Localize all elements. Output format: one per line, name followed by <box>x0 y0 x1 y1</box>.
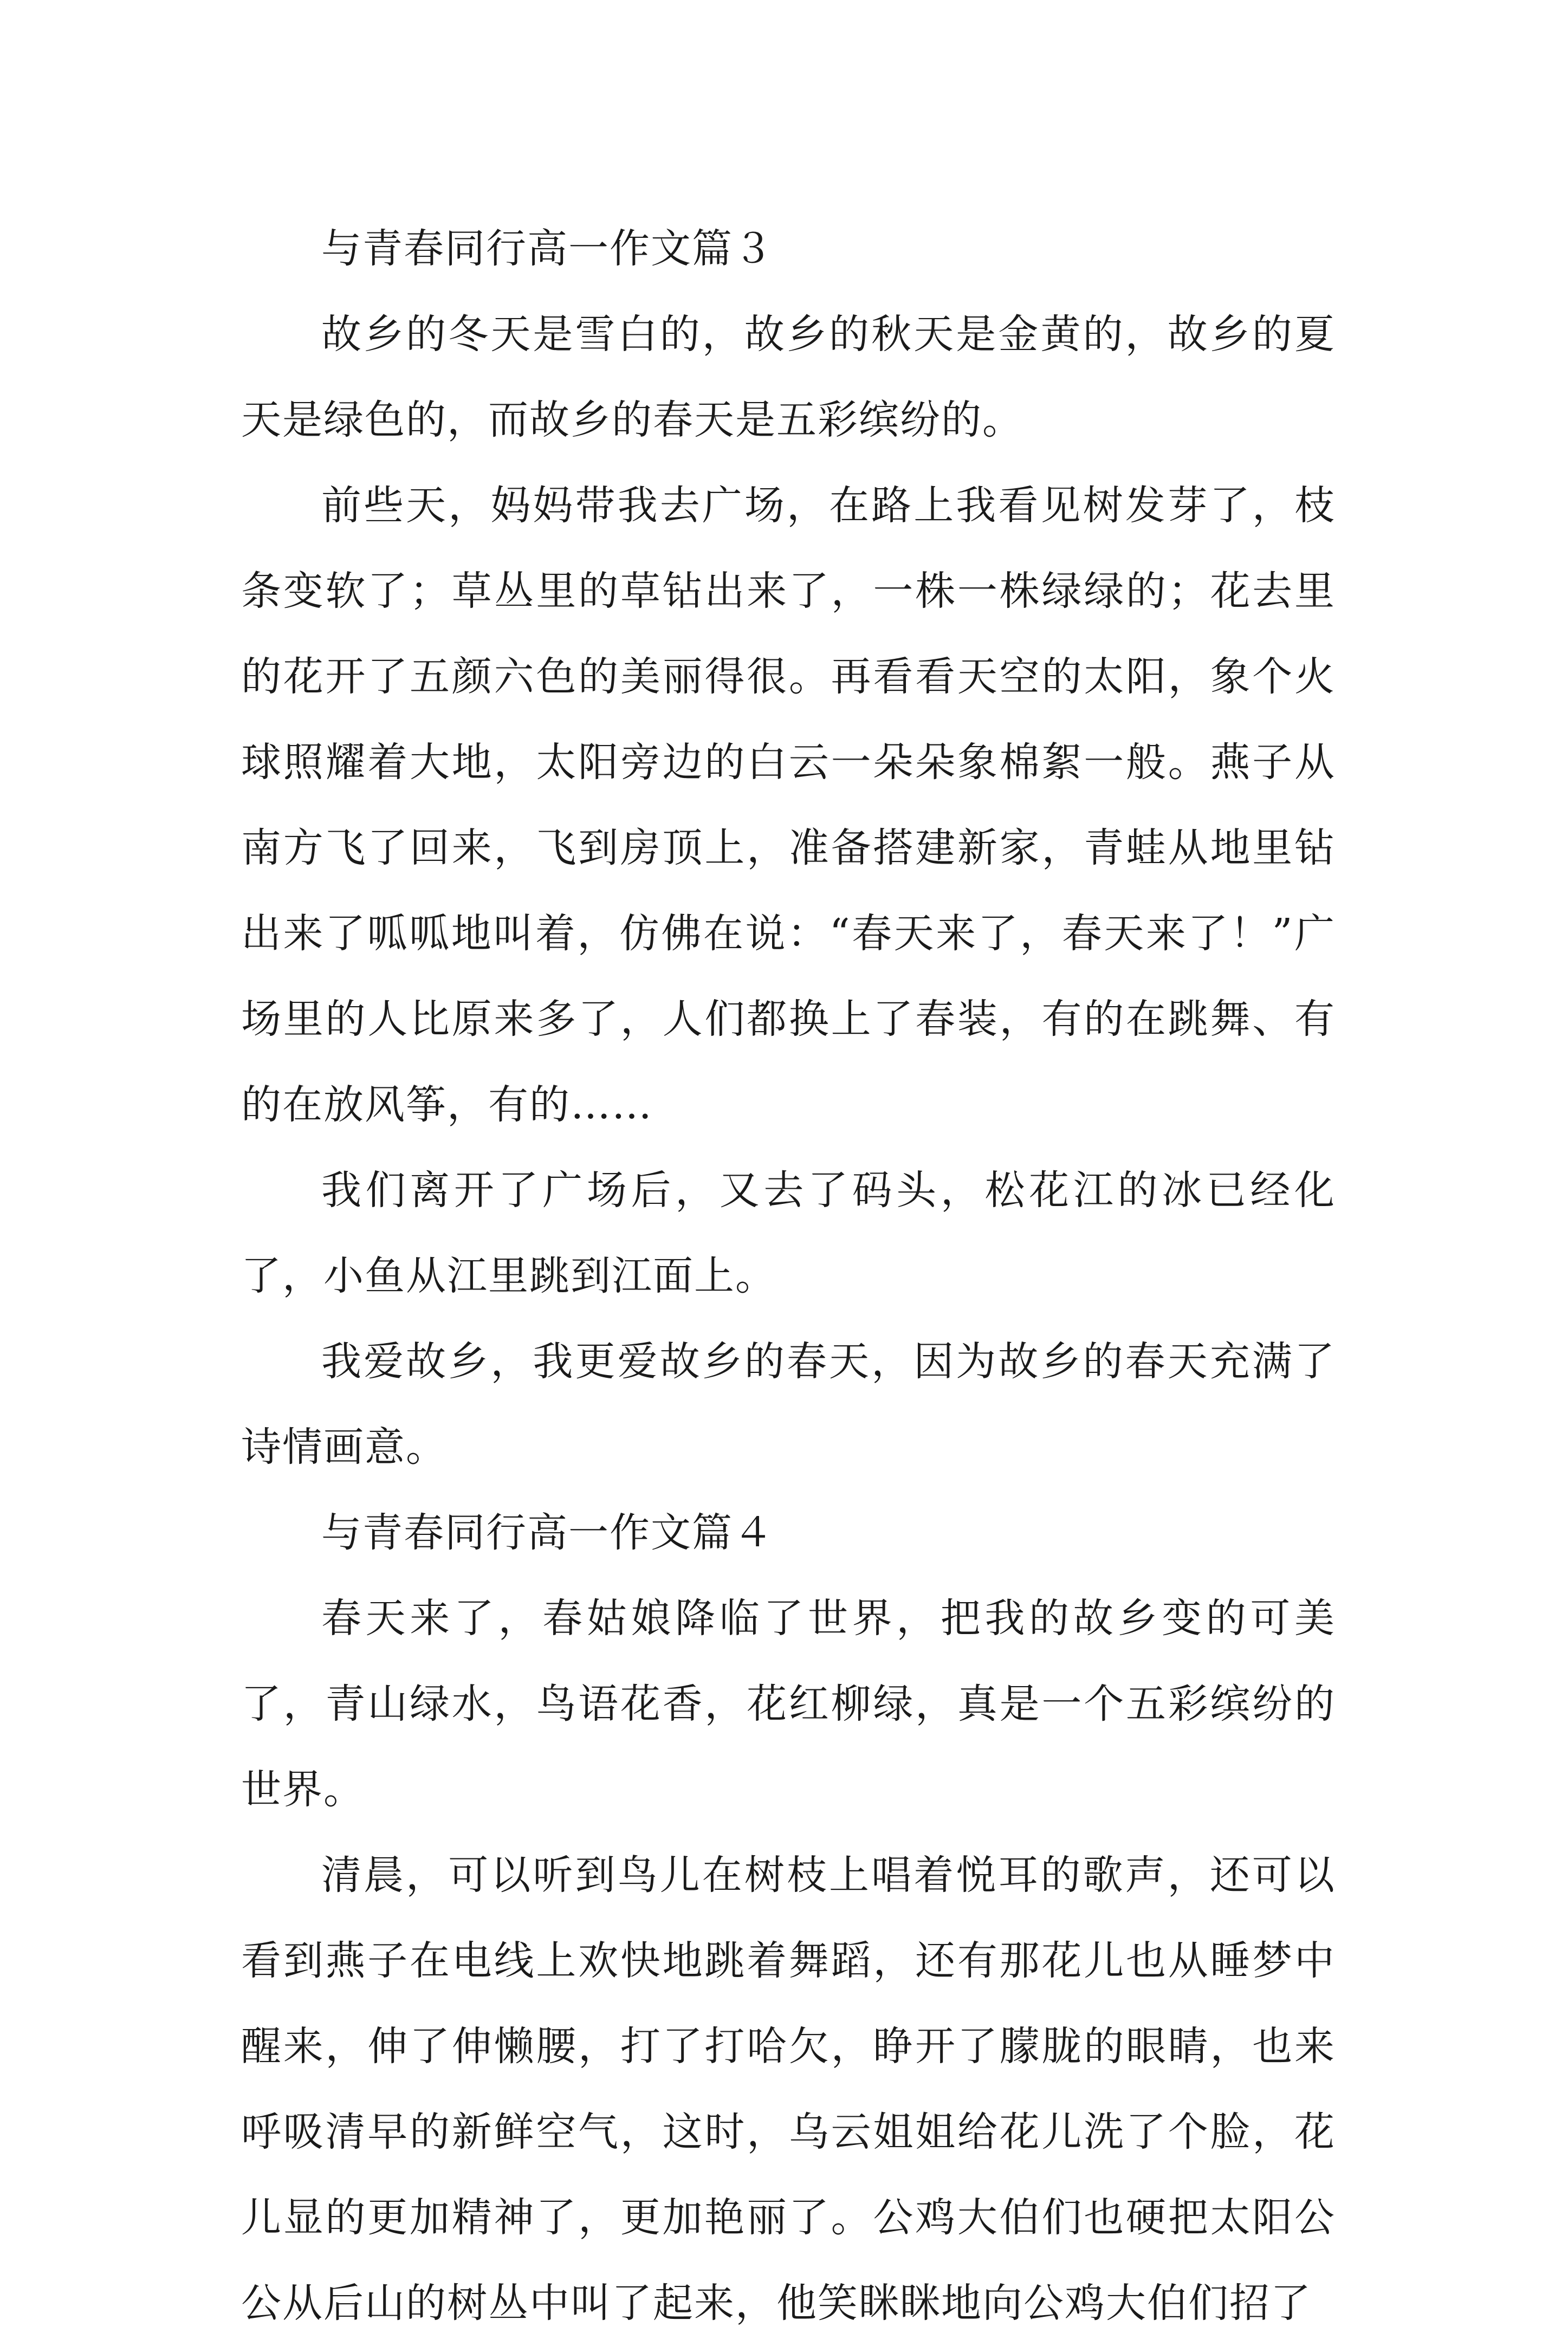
article-body <box>241 206 1336 2346</box>
section-heading: 与青春同行高一作文篇４ <box>321 1509 774 1556</box>
paragraph: 清晨，可以听到鸟儿在树枝上唱着悦耳的歌声，还可以看到燕子在电线上欢快地跳着舞蹈，还有那花儿也从睡梦中醒来，伸了伸懒腰，打了打哈欠，睁开了朦胧的眼睛，也来呼吸清早的新鲜空气，这时，乌云姐姐给花儿洗了个脸，花儿显的更加精神了，更加艳丽了。公鸡大伯们也硬把太阳公公从后山的树丛中叫了起来，他笑眯眯地向公鸡大伯们招了 <box>241 1852 1336 2326</box>
paragraph: 我爱故乡，我更爱故乡的春天，因为故乡的春天充满了诗情画意。 <box>241 1338 1336 1470</box>
paragraph: 我们离开了广场后，又去了码头，松花江的冰已经化了，小鱼从江里跳到江面上。 <box>241 1167 1336 1299</box>
section-heading: 与青春同行高一作文篇３ <box>321 225 774 272</box>
paragraph: 故乡的冬天是雪白的，故乡的秋天是金黄的，故乡的夏天是绿色的，而故乡的春天是五彩缤纷的。 <box>241 311 1336 443</box>
paragraph: 春天来了，春姑娘降临了世界，把我的故乡变的可美了，青山绿水，鸟语花香，花红柳绿，真是一个五彩缤纷的世界。 <box>241 1595 1336 1813</box>
paragraph: 前些天，妈妈带我去广场，在路上我看见树发芽了，枝条变软了；草丛里的草钻出来了，一株一株绿绿的；花去里的花开了五颜六色的美丽得很。再看看天空的太阳，象个火球照耀着大地，太阳旁边的白云一朵朵象棉絮一般。燕子从南方飞了回来，飞到房顶上，准备搭建新家，青蛙从地里钻出来了呱呱地叫着，仿佛在说：“春天来了，春天来了！”广场里的人比原来多了，人们都换上了春装，有的在跳舞、有的在放风筝，有的…… <box>241 482 1336 1128</box>
